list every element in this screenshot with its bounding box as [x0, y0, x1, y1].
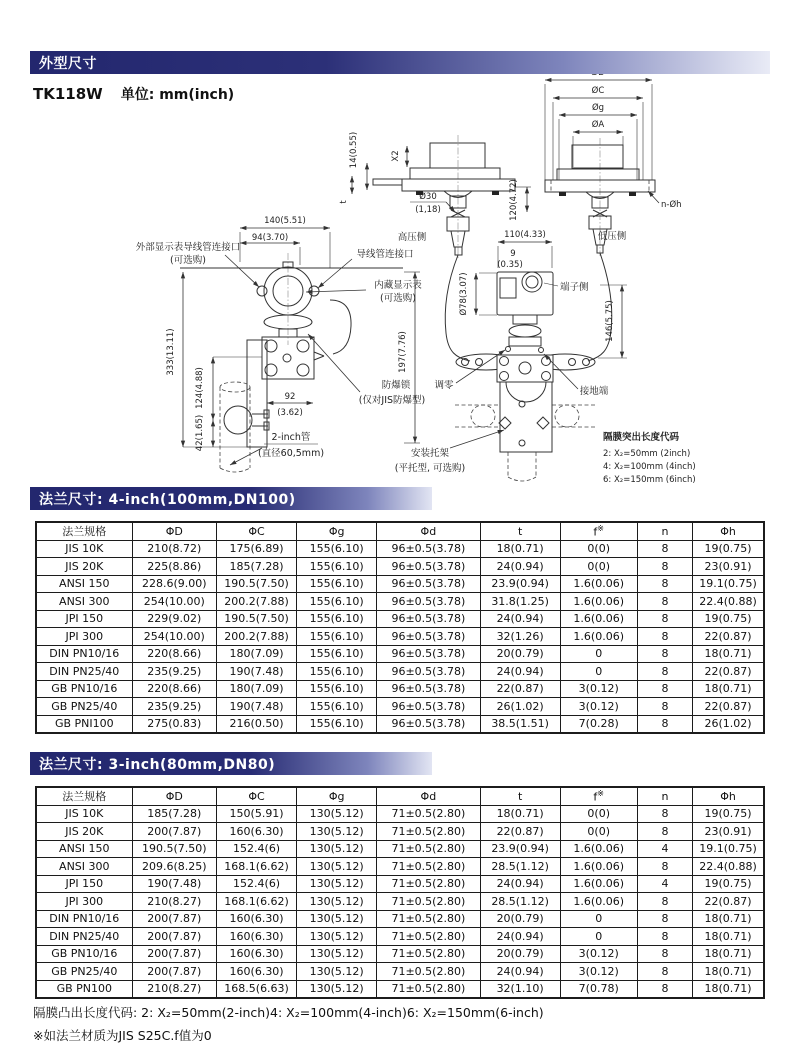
value-cell: 3(0.12): [560, 945, 637, 963]
model-number: TK118W: [33, 85, 103, 103]
value-cell: 22(0.87): [480, 680, 560, 698]
value-cell: 130(5.12): [297, 893, 377, 911]
value-cell: 200.2(7.88): [217, 628, 297, 646]
value-cell: 8: [637, 680, 692, 698]
value-cell: 152.4(6): [217, 840, 297, 858]
value-cell: 18(0.71): [693, 645, 764, 663]
flange-table-4inch: [35, 521, 765, 734]
value-cell: 20(0.79): [480, 910, 560, 928]
table-header-row: [36, 787, 764, 805]
value-cell: 8: [637, 540, 692, 558]
table-row: [36, 963, 764, 981]
column-header: Φd: [377, 787, 480, 805]
value-cell: 20(0.79): [480, 945, 560, 963]
flange-standard-cell: ANSI 150: [36, 840, 132, 858]
value-cell: 8: [637, 593, 692, 611]
column-header: Φg: [297, 522, 377, 540]
flange-standard-cell: JPI 150: [36, 610, 132, 628]
value-cell: 24(0.94): [480, 610, 560, 628]
value-cell: 200(7.87): [132, 963, 216, 981]
value-cell: 8: [637, 628, 692, 646]
value-cell: 71±0.5(2.80): [377, 980, 480, 998]
value-cell: 26(1.02): [480, 698, 560, 716]
value-cell: 254(10.00): [132, 628, 216, 646]
table-row: [36, 928, 764, 946]
value-cell: 22(0.87): [693, 893, 764, 911]
flange-standard-cell: GB PN10/16: [36, 945, 132, 963]
value-cell: 0: [560, 928, 637, 946]
terminal-side-label: 端子侧: [560, 282, 589, 293]
flange-4inch-title: 法兰尺寸: 4-inch(100mm,DN100): [39, 491, 296, 508]
value-cell: 0(0): [560, 805, 637, 823]
value-cell: 190(7.48): [217, 698, 297, 716]
value-cell: 38.5(1.51): [480, 715, 560, 733]
pipe-label2: (直径60,5mm): [257, 448, 325, 459]
dim-197: 197(7.76): [398, 331, 408, 373]
dim-140: 140(5.51): [264, 216, 306, 226]
column-header: ΦD: [132, 787, 216, 805]
column-header: t: [480, 522, 560, 540]
value-cell: 8: [637, 910, 692, 928]
value-cell: 18(0.71): [693, 680, 764, 698]
flange-material-note: ※如法兰材质为JIS S25C.f值为0: [33, 1028, 212, 1043]
value-cell: 19(0.75): [693, 875, 764, 893]
value-cell: 22(0.87): [693, 628, 764, 646]
column-header: Φh: [693, 522, 764, 540]
section-title: 外型尺寸: [39, 55, 97, 72]
dim-333: 333(13.11): [166, 328, 176, 376]
value-cell: 155(6.10): [297, 628, 377, 646]
table-row: [36, 610, 764, 628]
dim-d30-inch: (1,18): [415, 205, 441, 215]
value-cell: 200(7.87): [132, 823, 216, 841]
value-cell: 23.9(0.94): [480, 840, 560, 858]
value-cell: 18(0.71): [693, 910, 764, 928]
value-cell: 1.6(0.06): [560, 575, 637, 593]
table-row: [36, 858, 764, 876]
value-cell: 254(10.00): [132, 593, 216, 611]
value-cell: 8: [637, 893, 692, 911]
value-cell: 155(6.10): [297, 698, 377, 716]
value-cell: 18(0.71): [693, 980, 764, 998]
value-cell: 26(1.02): [693, 715, 764, 733]
dim-92-inch: (3.62): [277, 408, 303, 418]
value-cell: 8: [637, 805, 692, 823]
value-cell: 130(5.12): [297, 858, 377, 876]
value-cell: 8: [637, 698, 692, 716]
value-cell: 8: [637, 945, 692, 963]
value-cell: 130(5.12): [297, 945, 377, 963]
dim-phi78: Ø78(3.07): [459, 272, 469, 316]
value-cell: 190.5(7.50): [132, 840, 216, 858]
value-cell: 31.8(1.25): [480, 593, 560, 611]
value-cell: 152.4(6): [217, 875, 297, 893]
value-cell: 130(5.12): [297, 875, 377, 893]
flange-standard-cell: GB PN25/40: [36, 963, 132, 981]
dim-42: 42(1.65): [195, 414, 205, 452]
flange-standard-cell: JIS 10K: [36, 540, 132, 558]
table-row: [36, 875, 764, 893]
value-cell: 155(6.10): [297, 593, 377, 611]
value-cell: 130(5.12): [297, 910, 377, 928]
flange-standard-cell: GB PN25/40: [36, 698, 132, 716]
flange-standard-cell: DIN PN25/40: [36, 928, 132, 946]
value-cell: 4: [637, 875, 692, 893]
table-row: [36, 823, 764, 841]
value-cell: 8: [637, 858, 692, 876]
conduit-label: 导线管连接口: [356, 249, 414, 260]
transmitter-side-view: [395, 230, 696, 485]
diaphragm-code-6: 6: X₂=150mm (6inch): [603, 475, 696, 485]
dim-phiC: ØC: [591, 86, 605, 96]
value-cell: 0: [560, 663, 637, 681]
value-cell: 190.5(7.50): [217, 575, 297, 593]
flange-standard-cell: ANSI 300: [36, 858, 132, 876]
column-header: 法兰规格: [36, 522, 132, 540]
value-cell: 200(7.87): [132, 928, 216, 946]
value-cell: 150(5.91): [217, 805, 297, 823]
flange-3inch-title-bar: [30, 752, 432, 775]
value-cell: 8: [637, 928, 692, 946]
value-cell: 220(8.66): [132, 680, 216, 698]
value-cell: 18(0.71): [693, 928, 764, 946]
value-cell: 190(7.48): [132, 875, 216, 893]
value-cell: 19(0.75): [693, 610, 764, 628]
column-header: t: [480, 787, 560, 805]
value-cell: 19.1(0.75): [693, 575, 764, 593]
value-cell: 130(5.12): [297, 963, 377, 981]
dim-92: 92: [284, 392, 296, 402]
display-label2: (可选购): [380, 293, 416, 304]
flange-standard-cell: ANSI 150: [36, 575, 132, 593]
column-header: Φg: [297, 787, 377, 805]
transmitter-front-view: [136, 216, 426, 472]
lp-side-label: 低压侧: [597, 231, 627, 242]
table-row: [36, 680, 764, 698]
table-row: [36, 575, 764, 593]
dim-phig: Øg: [591, 103, 605, 113]
value-cell: 185(7.28): [132, 805, 216, 823]
value-cell: 24(0.94): [480, 875, 560, 893]
value-cell: 155(6.10): [297, 715, 377, 733]
value-cell: 155(6.10): [297, 663, 377, 681]
value-cell: 180(7.09): [217, 645, 297, 663]
value-cell: 96±0.5(3.78): [377, 558, 480, 576]
value-cell: 155(6.10): [297, 558, 377, 576]
dim-146: 146(5.75): [605, 300, 615, 342]
flange-standard-cell: DIN PN25/40: [36, 663, 132, 681]
table-row: [36, 910, 764, 928]
dim-n-phih: n-Øh: [661, 200, 682, 210]
value-cell: 0: [560, 910, 637, 928]
table-row: [36, 663, 764, 681]
value-cell: 71±0.5(2.80): [377, 963, 480, 981]
value-cell: 1.6(0.06): [560, 858, 637, 876]
value-cell: 190(7.48): [217, 663, 297, 681]
value-cell: 71±0.5(2.80): [377, 910, 480, 928]
value-cell: 22.4(0.88): [693, 593, 764, 611]
flange-standard-cell: DIN PN10/16: [36, 645, 132, 663]
value-cell: 8: [637, 558, 692, 576]
value-cell: 23.9(0.94): [480, 575, 560, 593]
value-cell: 96±0.5(3.78): [377, 663, 480, 681]
value-cell: 175(6.89): [217, 540, 297, 558]
dim-9-inch: (0.35): [497, 260, 523, 270]
diaphragm-code-title: 隔膜突出长度代码: [603, 432, 680, 443]
table-row: [36, 840, 764, 858]
flange-table-3inch: [35, 786, 765, 999]
value-cell: 190.5(7.50): [217, 610, 297, 628]
value-cell: 155(6.10): [297, 645, 377, 663]
column-header: ΦC: [217, 522, 297, 540]
column-header: n: [637, 787, 692, 805]
value-cell: 96±0.5(3.78): [377, 593, 480, 611]
value-cell: 155(6.10): [297, 540, 377, 558]
value-cell: 71±0.5(2.80): [377, 805, 480, 823]
table-row: [36, 715, 764, 733]
value-cell: 19(0.75): [693, 805, 764, 823]
value-cell: 28.5(1.12): [480, 893, 560, 911]
flange-standard-cell: JIS 10K: [36, 805, 132, 823]
value-cell: 22.4(0.88): [693, 858, 764, 876]
value-cell: 155(6.10): [297, 575, 377, 593]
value-cell: 18(0.71): [693, 945, 764, 963]
value-cell: 18(0.71): [693, 963, 764, 981]
value-cell: 210(8.27): [132, 893, 216, 911]
value-cell: 24(0.94): [480, 928, 560, 946]
bracket-label: 安装托架: [410, 448, 450, 459]
value-cell: 216(0.50): [217, 715, 297, 733]
value-cell: 180(7.09): [217, 680, 297, 698]
value-cell: 160(6.30): [217, 945, 297, 963]
value-cell: 71±0.5(2.80): [377, 893, 480, 911]
value-cell: 1.6(0.06): [560, 610, 637, 628]
flange-standard-cell: JIS 20K: [36, 558, 132, 576]
value-cell: 96±0.5(3.78): [377, 540, 480, 558]
value-cell: 24(0.94): [480, 663, 560, 681]
flange-standard-cell: DIN PN10/16: [36, 910, 132, 928]
value-cell: 168.5(6.63): [217, 980, 297, 998]
value-cell: 18(0.71): [480, 805, 560, 823]
value-cell: 28.5(1.12): [480, 858, 560, 876]
column-header: 法兰规格: [36, 787, 132, 805]
value-cell: 0(0): [560, 540, 637, 558]
bracket-label2: (平托型, 可选购): [394, 463, 466, 474]
flange-standard-cell: GB PNI100: [36, 715, 132, 733]
value-cell: 228.6(9.00): [132, 575, 216, 593]
dim-t: t: [339, 200, 349, 204]
value-cell: 8: [637, 963, 692, 981]
hp-flange-view: [339, 132, 531, 361]
value-cell: 200(7.87): [132, 945, 216, 963]
value-cell: 96±0.5(3.78): [377, 628, 480, 646]
value-cell: 160(6.30): [217, 823, 297, 841]
hp-side-label: 高压侧: [397, 232, 427, 243]
ext-conduit-label2: (可选购): [170, 255, 206, 266]
table-header-row: [36, 522, 764, 540]
value-cell: 8: [637, 645, 692, 663]
column-header: f※: [560, 787, 637, 805]
value-cell: 200(7.87): [132, 910, 216, 928]
zero-adjust-label: 调零: [434, 380, 454, 391]
value-cell: 209.6(8.25): [132, 858, 216, 876]
value-cell: 32(1.26): [480, 628, 560, 646]
value-cell: 96±0.5(3.78): [377, 610, 480, 628]
value-cell: 8: [637, 663, 692, 681]
dim-14: 14(0.55): [349, 131, 359, 169]
value-cell: 168.1(6.62): [217, 858, 297, 876]
table-row: [36, 645, 764, 663]
value-cell: 24(0.94): [480, 963, 560, 981]
value-cell: 130(5.12): [297, 980, 377, 998]
dim-x2: X2: [391, 150, 401, 162]
dim-9: 9: [510, 249, 516, 259]
model-line: [33, 84, 234, 104]
value-cell: 229(9.02): [132, 610, 216, 628]
value-cell: 96±0.5(3.78): [377, 698, 480, 716]
table-row: [36, 945, 764, 963]
table-row: [36, 628, 764, 646]
dim-110: 110(4.33): [504, 230, 546, 240]
value-cell: 235(9.25): [132, 663, 216, 681]
table-row: [36, 893, 764, 911]
column-header: f※: [560, 522, 637, 540]
flange-standard-cell: JPI 150: [36, 875, 132, 893]
value-cell: 235(9.25): [132, 698, 216, 716]
value-cell: 130(5.12): [297, 823, 377, 841]
lock-label: 防爆锁: [381, 380, 411, 391]
pipe-label: 2-inch管: [271, 432, 311, 443]
diaphragm-code-4: 4: X₂=100mm (4inch): [603, 462, 696, 472]
value-cell: 19.1(0.75): [693, 840, 764, 858]
table-row: [36, 698, 764, 716]
value-cell: 8: [637, 823, 692, 841]
value-cell: 220(8.66): [132, 645, 216, 663]
value-cell: 71±0.5(2.80): [377, 928, 480, 946]
value-cell: 96±0.5(3.78): [377, 575, 480, 593]
column-header: ΦD: [132, 522, 216, 540]
flange-3inch-title: 法兰尺寸: 3-inch(80mm,DN80): [39, 756, 276, 773]
value-cell: 71±0.5(2.80): [377, 945, 480, 963]
flange-standard-cell: JPI 300: [36, 893, 132, 911]
value-cell: 71±0.5(2.80): [377, 875, 480, 893]
value-cell: 7(0.28): [560, 715, 637, 733]
flange-4inch-title-bar: [30, 487, 432, 510]
value-cell: 1.6(0.06): [560, 893, 637, 911]
dim-124: 124(4.88): [195, 367, 205, 409]
ext-conduit-label: 外部显示表导线管连接口: [135, 242, 241, 253]
value-cell: 22(0.87): [693, 698, 764, 716]
table-row: [36, 540, 764, 558]
table-row: [36, 558, 764, 576]
column-header: Φd: [377, 522, 480, 540]
value-cell: 96±0.5(3.78): [377, 680, 480, 698]
value-cell: 0(0): [560, 558, 637, 576]
section-title-bar: [30, 51, 770, 74]
column-header: n: [637, 522, 692, 540]
value-cell: 1.6(0.06): [560, 628, 637, 646]
lock-label2: (仅对JIS防爆型): [358, 395, 426, 406]
value-cell: 185(7.28): [217, 558, 297, 576]
dim-phiA: ØA: [591, 120, 605, 130]
flange-standard-cell: ANSI 300: [36, 593, 132, 611]
dim-d30: Ø30: [419, 192, 437, 202]
column-header: Φh: [693, 787, 764, 805]
value-cell: 8: [637, 610, 692, 628]
value-cell: 0(0): [560, 823, 637, 841]
column-header: ΦC: [217, 787, 297, 805]
value-cell: 22(0.87): [693, 663, 764, 681]
value-cell: 130(5.12): [297, 840, 377, 858]
diaphragm-code-note: 隔膜凸出长度代码: 2: X₂=50mm(2-inch)4: X₂=100mm(4-inch)6: X₂=150mm(6-inch): [33, 1005, 544, 1020]
value-cell: 160(6.30): [217, 928, 297, 946]
value-cell: 22(0.87): [480, 823, 560, 841]
value-cell: 32(1.10): [480, 980, 560, 998]
table-row: [36, 980, 764, 998]
value-cell: 155(6.10): [297, 610, 377, 628]
value-cell: 8: [637, 575, 692, 593]
value-cell: 130(5.12): [297, 805, 377, 823]
value-cell: 19(0.75): [693, 540, 764, 558]
value-cell: 20(0.79): [480, 645, 560, 663]
display-label: 内藏显示表: [374, 280, 422, 291]
ground-terminal-label: 接地端: [579, 386, 609, 397]
value-cell: 160(6.30): [217, 910, 297, 928]
value-cell: 7(0.78): [560, 980, 637, 998]
value-cell: 1.6(0.06): [560, 840, 637, 858]
flange-standard-cell: JPI 300: [36, 628, 132, 646]
value-cell: 4: [637, 840, 692, 858]
value-cell: 8: [637, 980, 692, 998]
value-cell: 160(6.30): [217, 963, 297, 981]
value-cell: 1.6(0.06): [560, 593, 637, 611]
value-cell: 3(0.12): [560, 698, 637, 716]
value-cell: 168.1(6.62): [217, 893, 297, 911]
value-cell: 23(0.91): [693, 558, 764, 576]
value-cell: 225(8.86): [132, 558, 216, 576]
value-cell: 3(0.12): [560, 963, 637, 981]
value-cell: 210(8.72): [132, 540, 216, 558]
value-cell: 130(5.12): [297, 928, 377, 946]
diaphragm-code-2: 2: X₂=50mm (2inch): [603, 449, 691, 459]
flange-standard-cell: GB PN100: [36, 980, 132, 998]
value-cell: 18(0.71): [480, 540, 560, 558]
value-cell: 96±0.5(3.78): [377, 715, 480, 733]
unit-label: 单位: mm(inch): [120, 87, 235, 103]
dim-94: 94(3.70): [251, 233, 289, 243]
value-cell: 8: [637, 715, 692, 733]
value-cell: 1.6(0.06): [560, 875, 637, 893]
value-cell: 200.2(7.88): [217, 593, 297, 611]
value-cell: 210(8.27): [132, 980, 216, 998]
value-cell: 23(0.91): [693, 823, 764, 841]
value-cell: 3(0.12): [560, 680, 637, 698]
value-cell: 0: [560, 645, 637, 663]
value-cell: 71±0.5(2.80): [377, 840, 480, 858]
table-row: [36, 593, 764, 611]
value-cell: 275(0.83): [132, 715, 216, 733]
dim-120: 120(4.72): [509, 179, 519, 221]
value-cell: 96±0.5(3.78): [377, 645, 480, 663]
flange-standard-cell: GB PN10/16: [36, 680, 132, 698]
table-row: [36, 805, 764, 823]
value-cell: 155(6.10): [297, 680, 377, 698]
value-cell: 71±0.5(2.80): [377, 823, 480, 841]
flange-standard-cell: JIS 20K: [36, 823, 132, 841]
value-cell: 24(0.94): [480, 558, 560, 576]
value-cell: 71±0.5(2.80): [377, 858, 480, 876]
